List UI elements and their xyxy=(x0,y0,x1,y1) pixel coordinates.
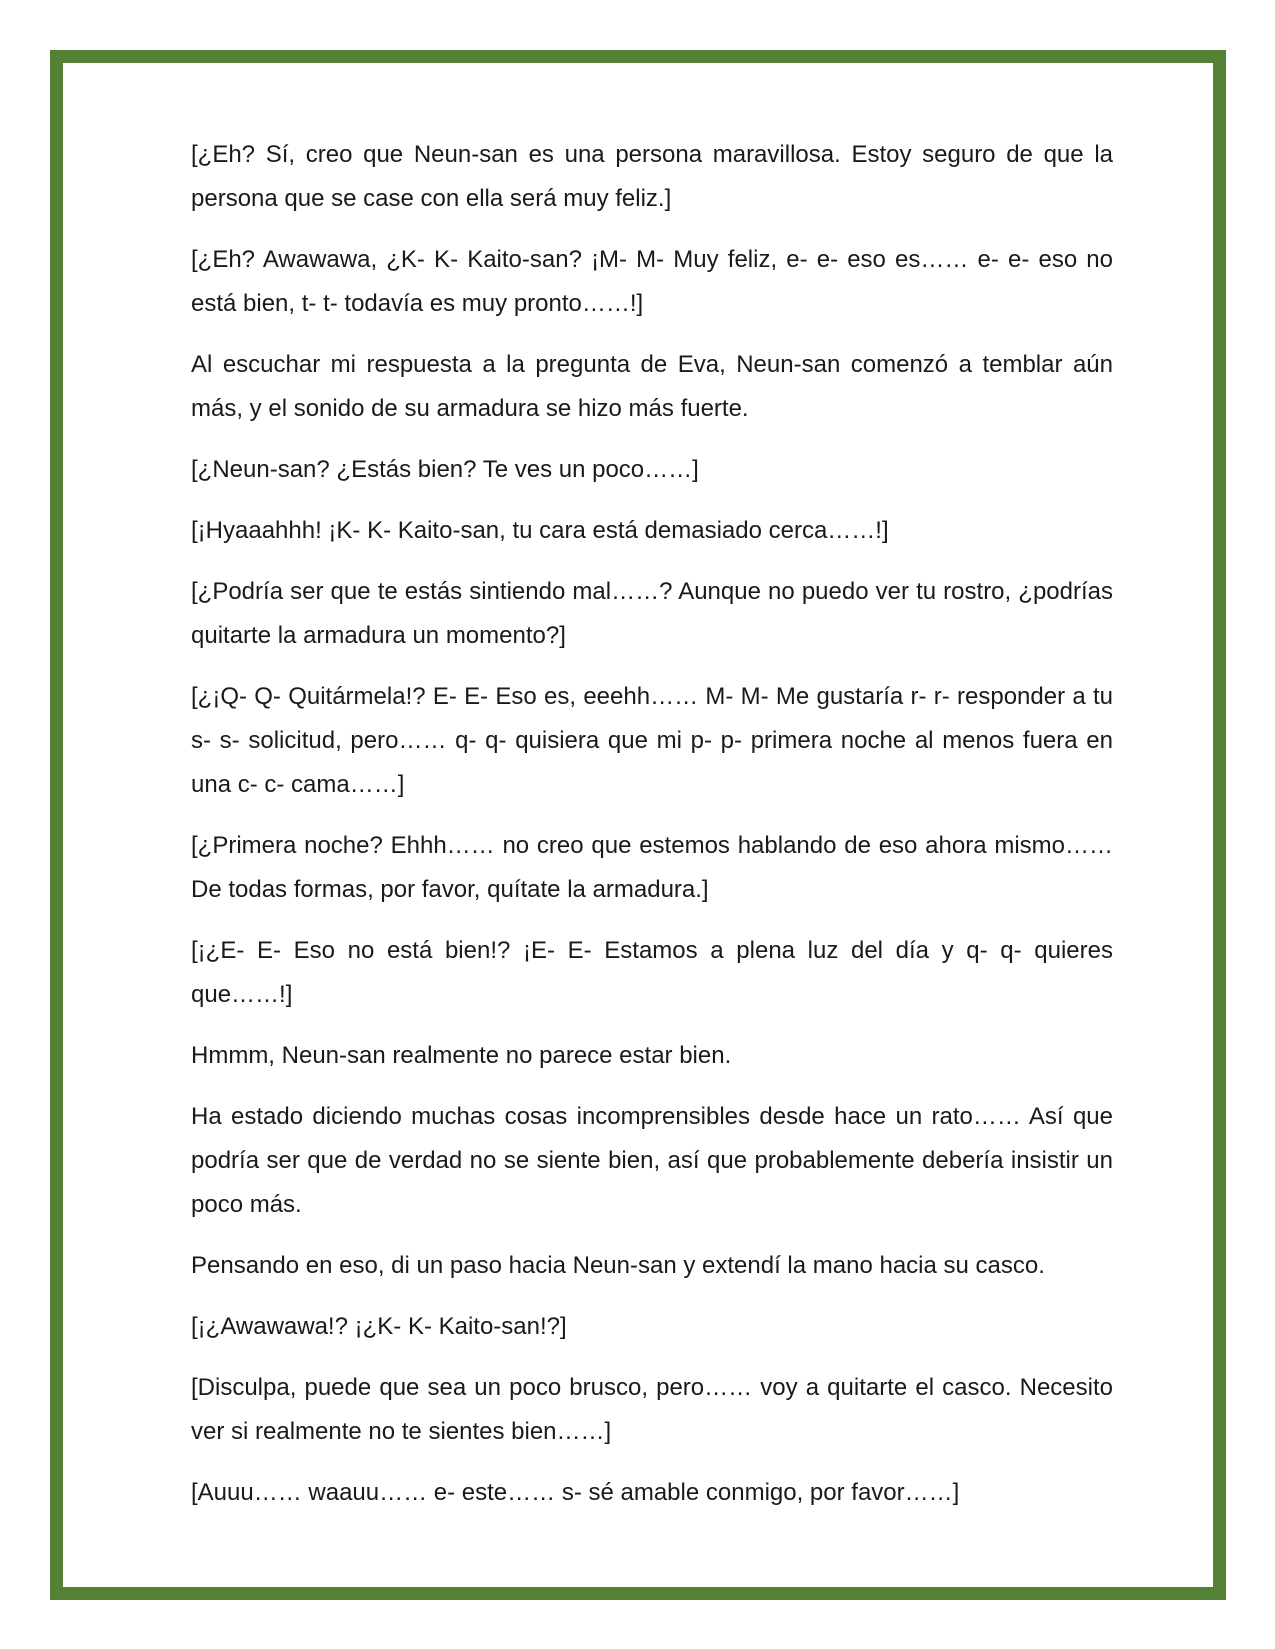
paragraph: [¡Hyaaahhh! ¡K- K- Kaito-san, tu cara está demasiado cerca……!] xyxy=(191,517,889,544)
paragraph: [¿¡Q- Q- Quitármela!? E- E- Eso es, eeehh…… M- M- Me gustaría r- r- responder a tu s- s- solicitud, pero…… q- q- quisiera que mi p- p- primera noche al menos fuera en una c- c- cama……] xyxy=(191,683,1113,798)
paragraph: [¡¿Awawawa!? ¡¿K- K- Kaito-san!?] xyxy=(191,1313,567,1340)
paragraph: [Auuu…… waauu…… e- este…… s- sé amable conmigo, por favor……] xyxy=(191,1479,960,1506)
paragraph: [¿Primera noche? Ehhh…… no creo que estemos hablando de eso ahora mismo…… De todas formas, por favor, quítate la armadura.] xyxy=(191,832,1113,903)
paragraph: [Disculpa, puede que sea un poco brusco, pero…… voy a quitarte el casco. Necesito ver si realmente no te sientes bien……] xyxy=(191,1374,1113,1445)
paragraph: [¿Eh? Awawawa, ¿K- K- Kaito-san? ¡M- M- Muy feliz, e- e- eso es…… e- e- eso no está bien, t- t- todavía es muy pronto……!] xyxy=(191,246,1113,317)
page-body-text xyxy=(191,133,1113,1532)
paragraph: [¿Neun-san? ¿Estás bien? Te ves un poco……] xyxy=(191,456,699,483)
paragraph: [¿Eh? Sí, creo que Neun-san es una persona maravillosa. Estoy seguro de que la persona que se case con ella será muy feliz.] xyxy=(191,141,1113,212)
paragraph: [¡¿E- E- Eso no está bien!? ¡E- E- Estamos a plena luz del día y q- q- quieres que……!] xyxy=(191,937,1113,1008)
paragraph: Pensando en eso, di un paso hacia Neun-san y extendí la mano hacia su casco. xyxy=(191,1252,1045,1279)
page-border-frame xyxy=(50,50,1226,1600)
paragraph: Ha estado diciendo muchas cosas incomprensibles desde hace un rato…… Así que podría ser que de verdad no se siente bien, así que probablemente debería insistir un poco más. xyxy=(191,1103,1113,1218)
paragraph: [¿Podría ser que te estás sintiendo mal……? Aunque no puedo ver tu rostro, ¿podrías quitarte la armadura un momento?] xyxy=(191,578,1113,649)
paragraph: Al escuchar mi respuesta a la pregunta de Eva, Neun-san comenzó a temblar aún más, y el sonido de su armadura se hizo más fuerte. xyxy=(191,351,1113,422)
paragraph: Hmmm, Neun-san realmente no parece estar bien. xyxy=(191,1042,732,1069)
